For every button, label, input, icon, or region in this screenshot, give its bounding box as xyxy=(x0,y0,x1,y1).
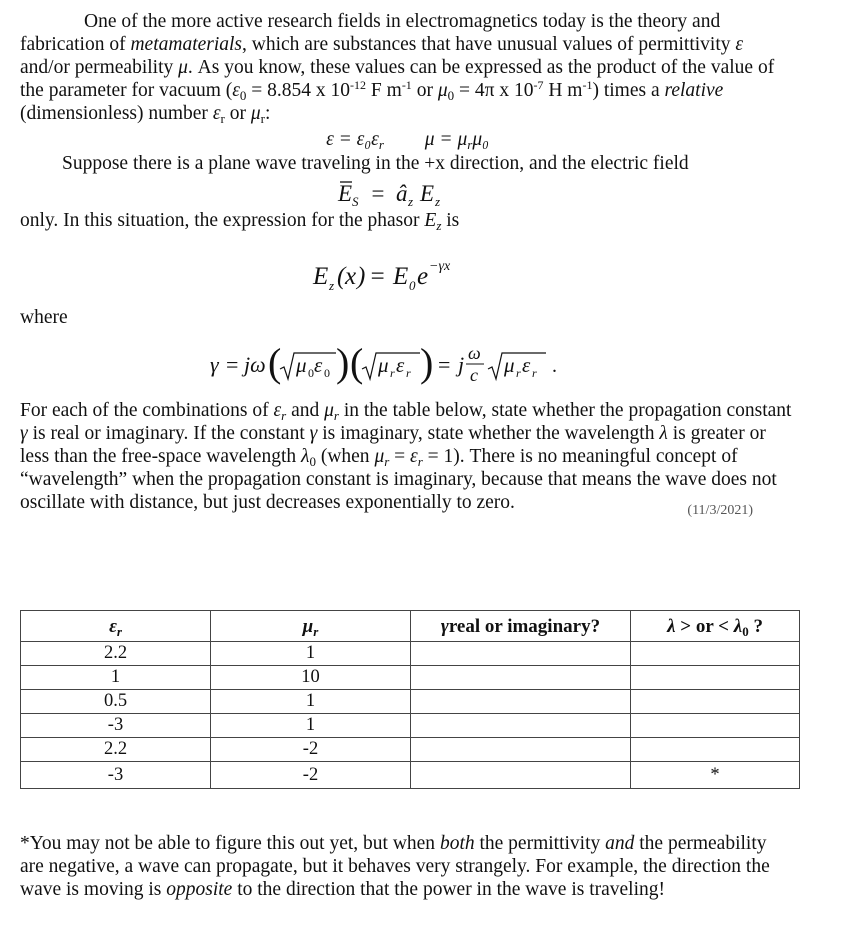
cell-mu: 1 xyxy=(211,690,411,714)
svg-text:): ) xyxy=(419,340,433,385)
svg-text:r: r xyxy=(531,366,537,380)
where-label: where xyxy=(20,307,68,328)
svg-text:(: ( xyxy=(336,263,345,290)
cell-epsilon: 2.2 xyxy=(21,642,211,666)
svg-text:z: z xyxy=(328,278,334,293)
epsilon-relation: $\varepsilon = \varepsilon_0\varepsilon_r$ xyxy=(326,129,384,152)
svg-text:z: z xyxy=(434,194,440,209)
svg-text:r: r xyxy=(389,366,395,380)
cell-gamma-answer[interactable] xyxy=(411,666,631,690)
gamma-equation xyxy=(20,339,795,389)
svg-text:μ: μ xyxy=(377,353,389,377)
svg-text:r: r xyxy=(405,366,411,380)
material-table xyxy=(20,610,800,789)
svg-text:=: = xyxy=(225,352,238,377)
cell-lambda-answer[interactable] xyxy=(631,690,800,714)
cell-lambda-answer[interactable] xyxy=(631,714,800,738)
field-equation xyxy=(20,177,795,209)
svg-text:=: = xyxy=(437,352,450,377)
svg-text:ε: ε xyxy=(521,353,530,377)
svg-text:z: z xyxy=(407,194,413,209)
cell-mu: -2 xyxy=(211,762,411,789)
plane-wave-sentence: Suppose there is a plane wave traveling in the +x direction, and the electric field xyxy=(62,153,689,174)
cell-gamma-answer[interactable] xyxy=(411,714,631,738)
svg-text:(: ( xyxy=(349,340,363,385)
intro-paragraph: One of the more active research fields in electromagnetics today is the theory and fabrication of metamaterials, which are substances that have unusual values of permittivity ε and/or permeability μ. As you know, these values can be expressed as the product of the value of the parameter for vacuum ($\varepsilon_0 = 8.854$ x $10^{-12}$ F $m^{-1}$ or $\mu_0 = 4\pi$ x $10^{-7}$ H $m^{-1}$) times a relative (dimensionless) number $\varepsilon_r$ or $\mu_r$: xyxy=(20,11,775,126)
table-row xyxy=(21,642,800,666)
svg-text:E: E xyxy=(419,181,434,206)
table-row xyxy=(21,666,800,690)
svg-text:ε: ε xyxy=(313,353,322,377)
table-row xyxy=(21,690,800,714)
page-stamp: (11/3/2021) xyxy=(687,503,753,518)
svg-text:c: c xyxy=(469,365,478,385)
footnote: *You may not be able to figure this out yet, but when both the permittivity and the permeability are negative, a wave can propagate, but it behaves very strangely. For example, the direction the wave is moving is opposite to the direction that the power in the wave is traveling! xyxy=(20,833,770,900)
phasor-equation xyxy=(20,258,795,294)
cell-epsilon: 0.5 xyxy=(21,690,211,714)
cell-mu: -2 xyxy=(211,738,411,762)
header-lambda: λ > or < $\lambda_0$ ? xyxy=(631,611,800,642)
svg-text:ε: ε xyxy=(395,353,404,377)
cell-epsilon: 1 xyxy=(21,666,211,690)
svg-text:0: 0 xyxy=(408,278,415,293)
phasor-equation-graphic xyxy=(293,258,523,294)
cell-gamma-answer[interactable] xyxy=(411,642,631,666)
svg-text:μ: μ xyxy=(503,353,515,377)
cell-epsilon: -3 xyxy=(21,714,211,738)
gamma-equation-graphic xyxy=(198,339,618,389)
table-header-row xyxy=(21,611,800,642)
svg-text:S: S xyxy=(351,194,358,209)
header-epsilon-r: $\varepsilon_r$ xyxy=(21,611,211,642)
cell-lambda-answer[interactable] xyxy=(631,738,800,762)
cell-lambda-answer[interactable]: * xyxy=(631,762,800,789)
svg-text:): ) xyxy=(356,263,365,290)
svg-text:ω: ω xyxy=(467,343,481,363)
header-gamma: γreal or imaginary? xyxy=(411,611,631,642)
field-equation-graphic xyxy=(328,177,488,209)
svg-text:): ) xyxy=(335,340,349,385)
cell-epsilon: 2.2 xyxy=(21,738,211,762)
document-page xyxy=(20,10,795,900)
svg-text:(: ( xyxy=(267,340,281,385)
svg-text:e: e xyxy=(416,263,428,290)
cell-gamma-answer[interactable] xyxy=(411,738,631,762)
svg-text:μ: μ xyxy=(295,353,307,377)
cell-mu: 1 xyxy=(211,714,411,738)
svg-text:−γx: −γx xyxy=(428,259,450,274)
table-row xyxy=(21,714,800,738)
table-row xyxy=(21,762,800,789)
mu-relation: $\mu = \mu_r\mu_0$ xyxy=(424,129,489,152)
svg-text:=: = xyxy=(368,263,386,290)
cell-mu: 1 xyxy=(211,642,411,666)
cell-gamma-answer[interactable] xyxy=(411,762,631,789)
svg-text:0: 0 xyxy=(307,366,314,380)
svg-text:0: 0 xyxy=(323,366,330,380)
cell-lambda-answer[interactable] xyxy=(631,642,800,666)
svg-text:.: . xyxy=(551,355,557,377)
svg-text:j: j xyxy=(457,352,464,377)
svg-text:x: x xyxy=(344,263,356,290)
cell-epsilon: -3 xyxy=(21,762,211,789)
svg-text:r: r xyxy=(515,366,521,380)
svg-text:â: â xyxy=(395,181,407,206)
svg-text:E: E xyxy=(392,263,408,290)
phasor-sentence: only. In this situation, the expression for the phasor $E_z$ is xyxy=(20,210,460,233)
svg-text:=: = xyxy=(369,181,386,206)
svg-text:γ: γ xyxy=(209,352,219,377)
cell-gamma-answer[interactable] xyxy=(411,690,631,714)
svg-text:E: E xyxy=(312,263,328,290)
question-paragraph: For each of the combinations of $\varepsilon_r$ and $\mu_r$ in the table below, state whether the propagation constant γ is real or imaginary. If the constant γ is imaginary, state whether the wavelength λ is greater or less than the free-space wavelength $\lambda_0$ (when $\mu_r = \varepsilon_r = 1$). There is no meaningful concept of “wavelength” when the propagation constant is imaginary, because that means the wave does not oscillate with distance, but just decreases exponentially to zero. xyxy=(20,400,792,513)
header-mu-r: $\mu_r$ xyxy=(211,611,411,642)
cell-mu: 10 xyxy=(211,666,411,690)
cell-lambda-answer[interactable] xyxy=(631,666,800,690)
svg-text:jω: jω xyxy=(243,352,266,377)
svg-text:E: E xyxy=(337,181,352,206)
table-row xyxy=(21,738,800,762)
relations-equation xyxy=(20,128,795,152)
